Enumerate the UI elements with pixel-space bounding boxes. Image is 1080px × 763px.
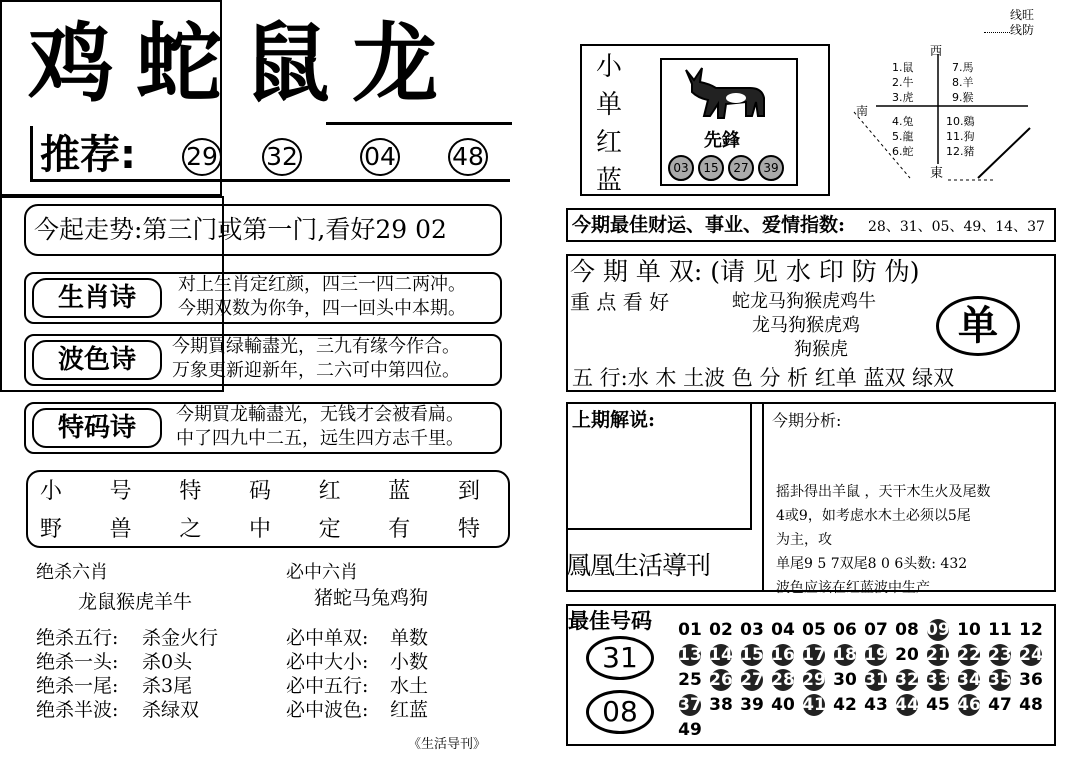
zodiac-item: 9.猴 [952,91,974,104]
danshuang-line: 蛇龙马狗猴虎鸡牛 [732,291,876,312]
number-cell: 15 [738,643,766,667]
number-cell: 13 [676,643,704,667]
ball: 03 [668,155,694,181]
corner-line: 线旺 [1010,8,1035,22]
divider [984,32,1010,33]
hit-value: 小数 [390,651,429,673]
slogan-char: 蓝 [388,479,411,504]
slogan-row [40,474,480,505]
zodiac-item: 7.馬 [952,61,974,74]
danshuang-badge: 单 [936,296,1020,356]
analysis-line: 4或9，如考虑水木土必须以5尾 [776,508,971,524]
divider [762,402,764,592]
analysis-line: 为主，攻 [776,532,832,548]
poem-line: 万象更新迎新年，二六可中第四位。 [172,360,460,381]
kill-key: 绝杀一头: [36,651,119,673]
danshuang-line: 狗猴虎 [794,339,848,360]
hit-key: 必中大小: [286,651,369,673]
number-cell: 17 [800,643,828,667]
number-cell: 30 [833,670,857,690]
zodiac-item: 4.兔 [892,115,914,128]
number-cell: 05 [802,620,826,640]
number-cell: 35 [986,668,1014,692]
hit-value: 红蓝 [390,699,429,721]
kill-zodiacs: 龙鼠猴虎羊牛 [78,591,193,613]
compass-west: 西 [930,44,943,58]
analysis-line: 波色应该在红蓝波中生产 [776,580,930,596]
fortune-label: 今期最佳财运、事业、爱情指数: [572,214,846,236]
number-cell: 25 [678,670,702,690]
slogan-char: 到 [457,479,480,504]
danshuang-wuxing: 五 行:水 木 土波 色 分 析 红单 蓝双 绿双 [572,366,955,390]
prev-label: 上期解说: [572,409,656,431]
kill-title: 绝杀六肖 [36,562,108,583]
hit-zodiacs: 猪蛇马兔鸡狗 [314,587,429,609]
number-cell: 46 [955,693,983,717]
slogan-char: 中 [248,517,271,542]
slogan-row [40,512,480,543]
number-cell: 06 [833,620,857,640]
poem-line: 今期双数为你争，四一回头中本期。 [178,298,466,319]
panel-label: 先鋒 [704,130,740,151]
corner-note [1010,8,1034,38]
number-cell: 04 [771,620,795,640]
kill-key: 绝杀一尾: [36,675,119,697]
hit-title: 必中六肖 [286,562,358,583]
recommend-number: 29 [182,138,222,176]
slogan-char: 红 [318,479,341,504]
number-cell: 21 [924,643,952,667]
slogan-char: 兽 [109,517,132,542]
best-pick: 31 [586,636,654,680]
best-label: 最佳号码 [568,608,652,633]
number-cell: 27 [738,668,766,692]
slogan-char: 特 [457,517,480,542]
number-cell: 22 [955,643,983,667]
number-cell: 44 [893,693,921,717]
zodiac-item: 1.鼠 [892,61,914,74]
number-cell: 19 [862,643,890,667]
number-cell: 18 [831,643,859,667]
kill-value: 杀绿双 [142,699,200,721]
poem-line: 今期買绿輸盡光，三九有缘今作合。 [172,336,460,357]
compass-right-top [952,60,974,105]
divider [750,404,752,530]
number-cell: 28 [769,668,797,692]
page-title: 鸡蛇鼠龙 [28,14,460,114]
danshuang-title: 今 期 单 双: (请 见 水 印 防 伪) [570,257,920,286]
xiaodan-char: 红 [596,128,623,158]
number-cell: 07 [864,620,888,640]
number-cell: 37 [676,693,704,717]
number-cell: 01 [678,620,702,640]
recommend-number: 32 [262,138,302,176]
number-cell: 03 [740,620,764,640]
analysis-text [776,480,990,600]
kill-key: 绝杀五行: [36,627,119,649]
number-cell: 08 [895,620,919,640]
compass-right-bottom [946,114,975,159]
compass-south: 南 [856,104,869,118]
number-cell: 47 [988,695,1012,715]
zodiac-item: 11.狗 [946,130,975,143]
number-cell: 40 [771,695,795,715]
divider [566,528,752,530]
number-cell: 49 [678,720,702,740]
number-cell: 09 [924,618,952,642]
zodiac-item: 10.鷄 [946,115,975,128]
ball: 15 [698,155,724,181]
slogan-char: 小 [40,479,63,504]
kill-key: 绝杀半波: [36,699,119,721]
number-cell: 41 [800,693,828,717]
hit-key: 必中五行: [286,675,369,697]
slogan-char: 定 [318,517,341,542]
number-cell: 23 [986,643,1014,667]
number-cell: 16 [769,643,797,667]
number-cell: 36 [1019,670,1043,690]
zodiac-item: 3.虎 [892,91,914,104]
compass-left-bottom [892,114,914,159]
trend-text: 今起走势:第三门或第一门,看好29 02 [34,215,447,244]
slogan-char: 码 [248,479,271,504]
number-cell: 11 [988,620,1012,640]
poem-line: 对上生肖定红颜，四三一四二两冲。 [178,274,466,295]
recommend-number: 04 [360,138,400,176]
number-cell: 32 [893,668,921,692]
slogan-char: 号 [109,479,132,504]
number-cell: 45 [926,695,950,715]
zodiac-item: 2.牛 [892,76,914,89]
number-cell: 39 [740,695,764,715]
poem-label: 生肖诗 [32,278,162,318]
number-cell: 33 [924,668,952,692]
number-cell: 42 [833,695,857,715]
fortune-values: 28、31、05、49、14、37 [868,219,1045,235]
number-cell: 20 [895,645,919,665]
analysis-line: 摇卦得出羊鼠 ，天干木生火及尾数 [776,484,991,500]
poem-line: 今期買龙輸盡光，无钱才会被看扁。 [176,404,464,425]
corner-line: 线防 [1010,23,1035,37]
slogan-char: 有 [388,517,411,542]
slogan-char: 野 [40,517,63,542]
kill-value: 杀0头 [142,651,193,673]
number-cell: 43 [864,695,888,715]
danshuang-focus: 重 点 看 好 [570,290,670,314]
danshuang-line: 龙马狗猴虎鸡 [752,315,860,336]
hit-value: 单数 [390,627,429,649]
poem-line: 中了四九中二五，远生四方志千里。 [176,428,464,449]
divider [326,122,512,125]
number-grid [676,618,1052,744]
hit-key: 必中单双: [286,627,369,649]
number-cell: 34 [955,668,983,692]
poem-label: 特码诗 [32,408,162,448]
brand-label: 鳳凰生活導刊 [566,551,711,580]
analysis-line: 单尾9 5 7双尾8 0 6头数: 432 [776,556,968,572]
hit-footer: 《生活导刊》 [408,737,487,752]
recommend-number: 48 [448,138,488,176]
kill-value: 杀金火行 [142,627,219,649]
best-pick: 08 [586,690,654,734]
number-cell: 29 [800,668,828,692]
poem-label: 波色诗 [32,340,162,380]
ball: 39 [758,155,784,181]
slogan-char: 特 [179,479,202,504]
number-cell: 14 [707,643,735,667]
number-cell: 12 [1019,620,1043,640]
cur-label: 今期分析: [772,411,842,430]
zodiac-item: 12.豬 [946,145,975,158]
number-cell: 02 [709,620,733,640]
number-cell: 48 [1019,695,1043,715]
number-cell: 31 [862,668,890,692]
xiaodan-char: 蓝 [596,166,623,196]
compass-east: 東 [930,166,944,181]
zodiac-item: 6.蛇 [892,145,914,158]
kill-value: 杀3尾 [142,675,193,697]
goat-icon [680,62,770,128]
zodiac-item: 8.羊 [952,76,974,89]
number-cell: 38 [709,695,733,715]
compass-left-top [892,60,914,105]
xiaodan-char: 小 [596,52,623,82]
ball: 27 [728,155,754,181]
hit-key: 必中波色: [286,699,369,721]
slogan-char: 之 [179,517,202,542]
number-cell: 10 [957,620,981,640]
number-cell: 24 [1017,643,1045,667]
number-cell: 26 [707,668,735,692]
recommend-label: 推荐: [40,132,136,178]
hit-value: 水土 [390,675,429,697]
xiaodan-char: 单 [596,90,623,120]
zodiac-item: 5.龍 [892,130,914,143]
